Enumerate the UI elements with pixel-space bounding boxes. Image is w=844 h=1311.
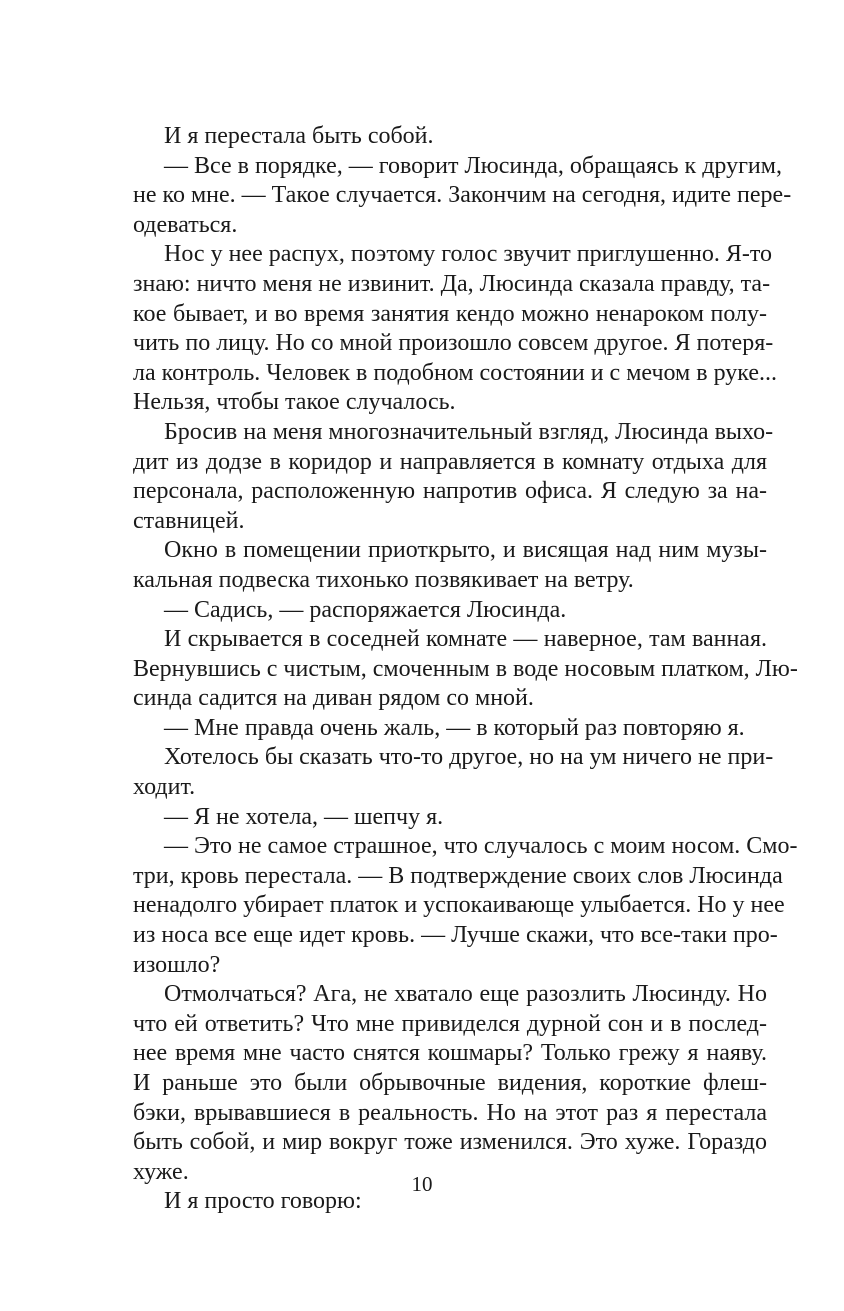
text-line: — Это не самое страшное, что случалось с моим носом. Смо- bbox=[164, 833, 798, 860]
text-line: И скрывается в соседней комнате — наверное, там ванная. bbox=[164, 626, 767, 653]
text-line: что ей ответить? Что мне привиделся дурной сон и в послед- bbox=[133, 1010, 767, 1037]
text-line: — Мне правда очень жаль, — в который раз повторяю я. bbox=[164, 714, 745, 741]
text-line: быть собой, и мир вокруг тоже изменился. Это хуже. Гораздо bbox=[133, 1129, 767, 1156]
text-line: ла контроль. Человек в подобном состоянии и с мечом в руке... bbox=[133, 359, 777, 386]
text-line: И я просто говорю: bbox=[164, 1188, 362, 1215]
text-line: И раньше это были обрывочные видения, короткие флеш- bbox=[133, 1070, 767, 1096]
text-line: Вернувшись с чистым, смоченным в воде носовым платком, Лю- bbox=[133, 655, 798, 682]
text-line: ненадолго убирает платок и успокаивающе улыбается. Но у нее bbox=[133, 892, 785, 919]
text-line: из носа все еще идет кровь. — Лучше скажи, что все-таки про- bbox=[133, 922, 778, 949]
text-line: — Я не хотела, — шепчу я. bbox=[164, 803, 444, 830]
text-line: бэки, врывавшиеся в реальность. Но на этот раз я перестала bbox=[133, 1099, 767, 1126]
text-line: — Все в порядке, — говорит Люсинда, обращаясь к другим, bbox=[164, 152, 782, 179]
text-line: синда садится на диван рядом со мной. bbox=[133, 685, 534, 712]
text-line: Отмолчаться? Ага, не хватало еще разозлить Люсинду. Но bbox=[164, 981, 767, 1008]
text-line: три, кровь перестала. — В подтверждение своих слов Люсинда bbox=[133, 862, 783, 889]
text-line: Нельзя, чтобы такое случалось. bbox=[133, 389, 456, 416]
text-line: изошло? bbox=[133, 951, 221, 978]
text-line: Бросив на меня многозначительный взгляд, Люсинда выхо- bbox=[164, 418, 774, 445]
text-line: ходит. bbox=[133, 774, 196, 801]
text-line: — Садись, — распоряжается Люсинда. bbox=[164, 596, 567, 623]
text-line: ставницей. bbox=[133, 507, 245, 534]
text-line: знаю: ничто меня не извинит. Да, Люсинда сказала правду, та- bbox=[133, 270, 771, 297]
text-line: кое бывает, и во время занятия кендо можно ненароком полу- bbox=[133, 300, 767, 327]
text-line: Нос у нее распух, поэтому голос звучит приглушенно. Я-то bbox=[164, 241, 773, 268]
text-line: одеваться. bbox=[133, 211, 238, 238]
text-line: не ко мне. — Такое случается. Закончим на сегодня, идите пере- bbox=[133, 182, 792, 209]
text-line: Хотелось бы сказать что-то другое, но на ум ничего не при- bbox=[164, 744, 774, 771]
text-line: И я перестала быть собой. bbox=[164, 123, 434, 149]
text-line: персонала, расположенную напротив офиса. Я следую за на- bbox=[133, 478, 767, 505]
text-line: хуже. bbox=[133, 1158, 189, 1185]
text-line: Окно в помещении приоткрыто, и висящая над ним музы- bbox=[164, 537, 767, 564]
page-body-text bbox=[133, 122, 798, 1217]
page-number: 10 bbox=[411, 1172, 433, 1196]
text-line: нее время мне часто снятся кошмары? Только грежу я наяву. bbox=[133, 1040, 767, 1067]
text-line: кальная подвеска тихонько позвякивает на ветру. bbox=[133, 566, 634, 593]
text-line: чить по лицу. Но со мной произошло совсем другое. Я потеря- bbox=[133, 330, 774, 357]
text-line: дит из додзе в коридор и направляется в комнату отдыха для bbox=[133, 448, 767, 475]
